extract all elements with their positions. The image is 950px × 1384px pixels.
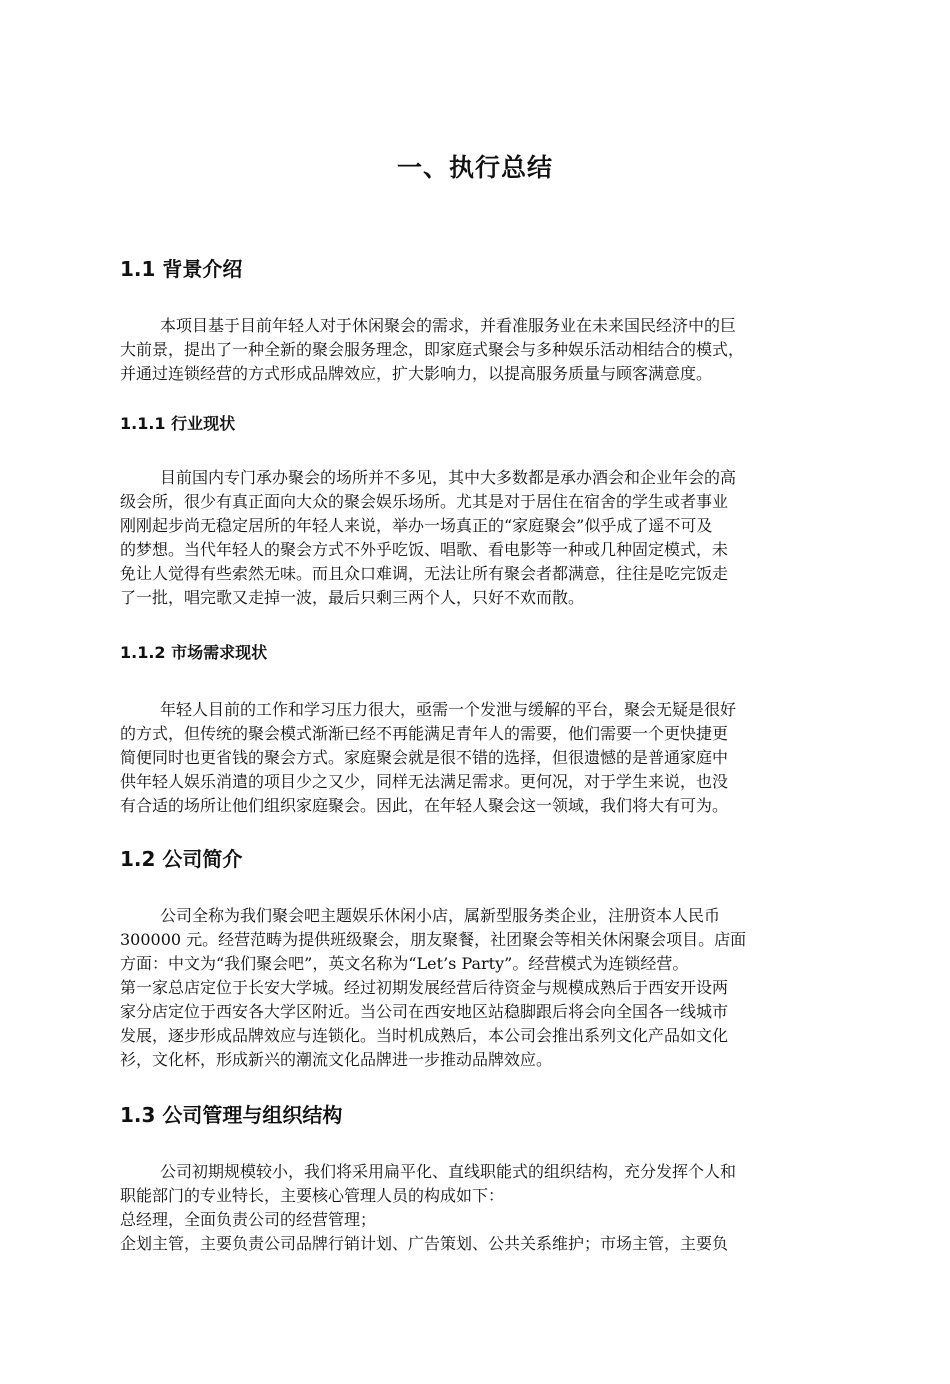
paragraph-line: 衫，文化杯，形成新兴的潮流文化品牌进一步推动品牌效应。 [120,1050,553,1069]
paragraph-organization [120,1160,855,1256]
paragraph-line: 大前景，提出了一种全新的聚会服务理念，即家庭式聚会与多种娱乐活动相结合的模式， [120,340,745,359]
paragraph-company-profile [120,904,855,1072]
paragraph-line: 方面：中文为“我们聚会吧”，英文名称为“Let’s Party”。经营模式为连锁经营。 [120,954,689,973]
paragraph-background [120,314,855,386]
paragraph-line: 年轻人目前的工作和学习压力很大，亟需一个发泄与缓解的平台，聚会无疑是很好 [160,700,737,719]
paragraph-line: 免让人觉得有些索然无味。而且众口难调，无法让所有聚会者都满意，往往是吃完饭走 [120,564,729,583]
page-title: 一、执行总结 [396,153,553,182]
paragraph-line: 的梦想。当代年轻人的聚会方式不外乎吃饭、唱歌、看电影等一种或几种固定模式，未 [120,540,729,559]
paragraph-line: 公司全称为我们聚会吧主题娱乐休闲小店，属新型服务类企业，注册资本人民币 [160,906,721,925]
section-heading-1-1-1: 1.1.1 行业现状 [120,414,236,433]
paragraph-line: 公司初期规模较小，我们将采用扁平化、直线职能式的组织结构，充分发挥个人和 [160,1162,737,1181]
section-heading-1-1-2: 1.1.2 市场需求现状 [120,643,268,662]
paragraph-line: 第一家总店定位于长安大学城。经过初期发展经营后待资金与规模成熟后于西安开设两 [120,978,729,997]
paragraph-market-demand [120,698,855,818]
paragraph-line: 家分店定位于西安各大学区附近。当公司在西安地区站稳脚跟后将会向全国各一线城市 [120,1002,729,1021]
paragraph-line: 300000 元。经营范畴为提供班级聚会，朋友聚餐，社团聚会等相关休闲聚会项目。店面 [120,930,747,949]
paragraph-line: 并通过连锁经营的方式形成品牌效应，扩大影响力，以提高服务质量与顾客满意度。 [120,364,713,383]
paragraph-line: 的方式，但传统的聚会模式渐渐已经不再能满足青年人的需要，他们需要一个更快捷更 [120,724,729,743]
paragraph-line: 职能部门的专业特长，主要核心管理人员的构成如下： [120,1186,505,1205]
paragraph-line: 总经理，全面负责公司的经营管理； [120,1210,377,1229]
paragraph-line: 了一批，唱完歌又走掉一波，最后只剩三两个人，只好不欢而散。 [120,588,585,607]
section-heading-1-1: 1.1 背景介绍 [120,257,243,281]
paragraph-line: 目前国内专门承办聚会的场所并不多见，其中大多数都是承办酒会和企业年会的高 [160,468,737,487]
paragraph-line: 有合适的场所让他们组织家庭聚会。因此，在年轻人聚会这一领域，我们将大有可为。 [120,796,729,815]
paragraph-line: 供年轻人娱乐消遣的项目少之又少，同样无法满足需求。更何况，对于学生来说，也没 [120,772,729,791]
paragraph-industry-status [120,466,855,610]
section-heading-1-3: 1.3 公司管理与组织结构 [120,1103,343,1127]
paragraph-line: 简便同时也更省钱的聚会方式。家庭聚会就是很不错的选择，但很遗憾的是普通家庭中 [120,748,729,767]
section-heading-1-2: 1.2 公司简介 [120,847,243,871]
paragraph-line: 级会所，很少有真正面向大众的聚会娱乐场所。尤其是对于居住在宿舍的学生或者事业 [120,492,729,511]
paragraph-line: 发展，逐步形成品牌效应与连锁化。当时机成熟后，本公司会推出系列文化产品如文化 [120,1026,729,1045]
paragraph-line: 本项目基于目前年轻人对于休闲聚会的需求，并看准服务业在未来国民经济中的巨 [160,316,737,335]
paragraph-line: 刚刚起步尚无稳定居所的年轻人来说，举办一场真正的“家庭聚会”似乎成了遥不可及 [120,516,713,535]
paragraph-line: 企划主管，主要负责公司品牌行销计划、广告策划、公共关系维护；市场主管，主要负 [120,1234,729,1253]
